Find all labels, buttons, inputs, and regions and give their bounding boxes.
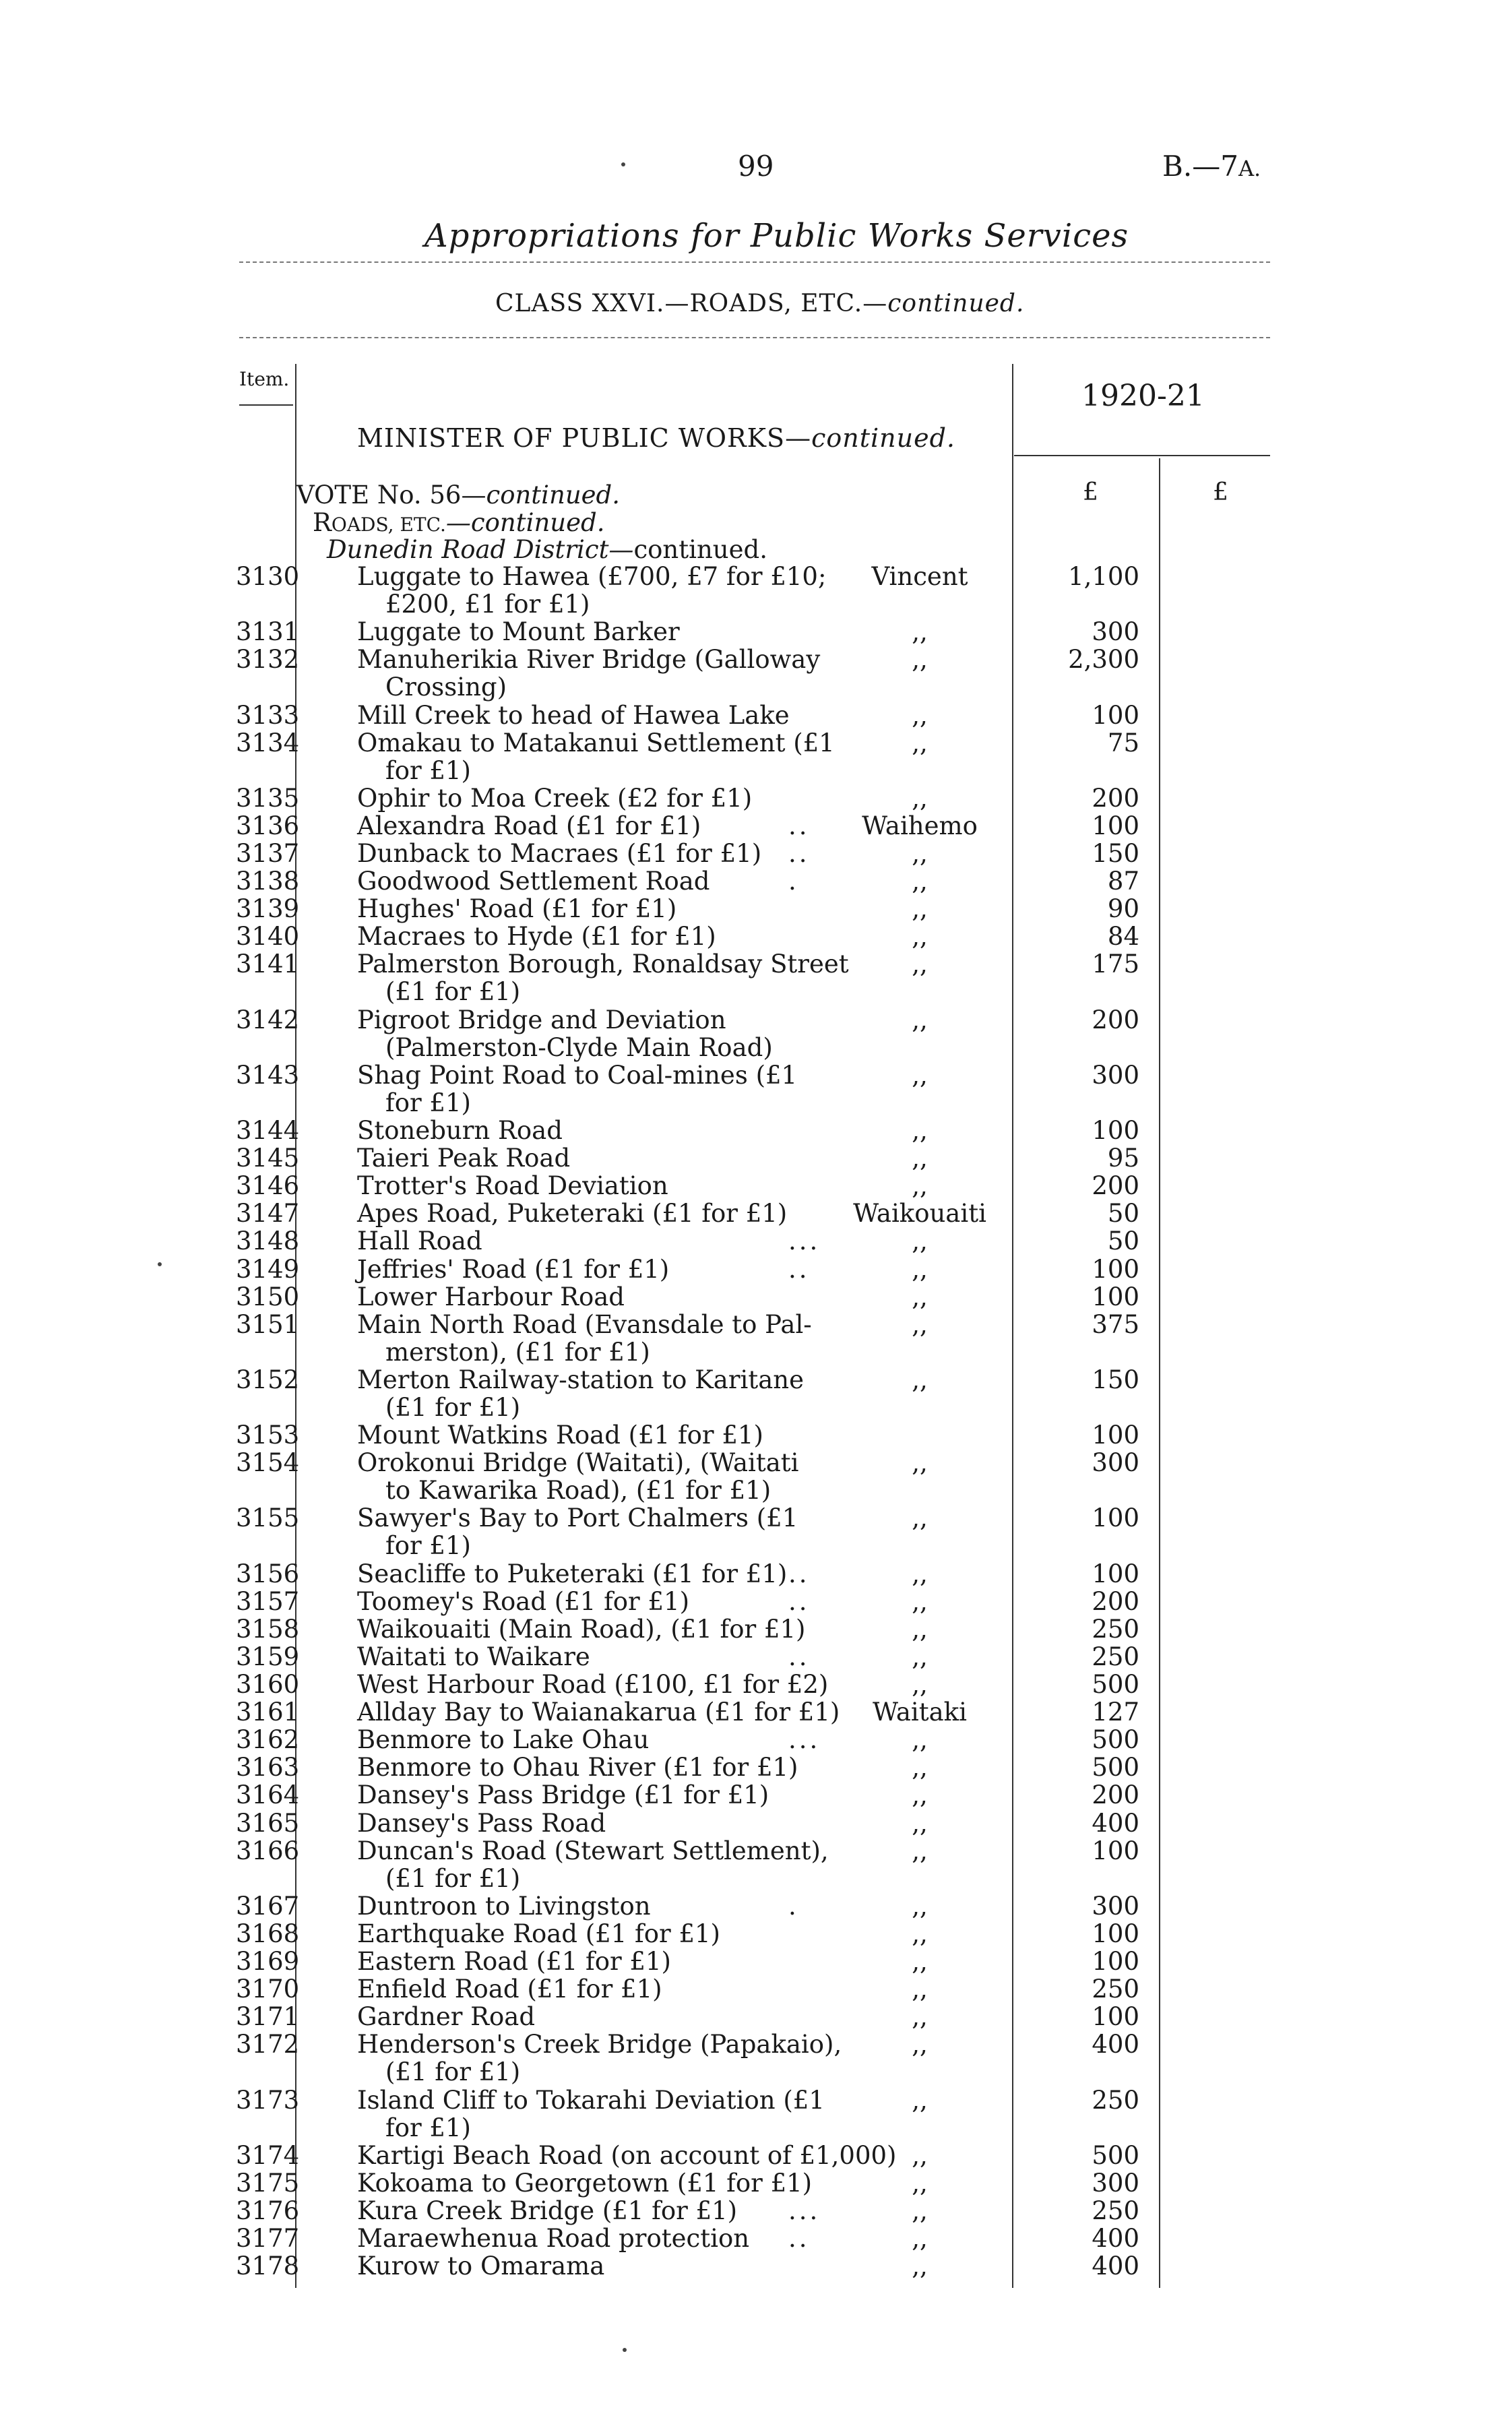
- electorate: ,,: [912, 1947, 928, 1976]
- item-number: 3131: [236, 617, 300, 647]
- amount: 250: [1092, 1614, 1139, 1644]
- electorate: Vincent: [871, 562, 968, 591]
- amount: 175: [1092, 950, 1139, 979]
- item-description: Dansey's Pass Road: [357, 1808, 606, 1838]
- amount: 100: [1092, 1282, 1139, 1311]
- item-description: West Harbour Road (£100, £1 for £2): [357, 1670, 829, 1699]
- electorate: Waitaki: [873, 1698, 967, 1727]
- electorate: ,,: [912, 1365, 928, 1394]
- item-number: 3146: [236, 1171, 300, 1201]
- item-description: Lower Harbour Road: [357, 1282, 625, 1311]
- electorate: ,,: [912, 1005, 928, 1034]
- class-title-text: CLASS XXVI.—ROADS, ETC.—: [495, 290, 888, 317]
- electorate: ,,: [912, 617, 928, 647]
- amount-column-rule: [1159, 458, 1160, 2288]
- item-number: 3152: [236, 1365, 300, 1394]
- amount: 100: [1092, 1503, 1139, 1533]
- district-heading: [327, 535, 767, 564]
- item-description: Gardner Road: [357, 2002, 536, 2032]
- item-description: Kurow to Omarama: [357, 2252, 605, 2281]
- electorate: ,,: [912, 2002, 928, 2032]
- item-description: Duntroon to Livingston: [357, 1891, 651, 1921]
- item-description: Luggate to Mount Barker: [357, 617, 680, 647]
- item-description: Macraes to Hyde (£1 for £1): [357, 922, 716, 952]
- item-number: 3143: [236, 1060, 300, 1090]
- item-number: 3178: [236, 2252, 300, 2281]
- item-number: 3148: [236, 1227, 300, 1256]
- leader-dots: ..: [788, 1642, 810, 1671]
- item-description: Hughes' Road (£1 for £1): [357, 894, 677, 924]
- item-number: 3173: [236, 2085, 300, 2115]
- item-number: 3154: [236, 1448, 300, 1478]
- item-description: Dunback to Macraes (£1 for £1): [357, 839, 762, 868]
- electorate: ,,: [912, 894, 928, 924]
- minister-heading: [357, 423, 955, 453]
- electorate: ,,: [912, 700, 928, 730]
- item-number: 3168: [236, 1919, 300, 1948]
- document-reference: [1162, 150, 1261, 183]
- item-description: Hall Road: [357, 1227, 482, 1256]
- item-description-continued: merston), (£1 for £1): [385, 1337, 650, 1367]
- amount: 250: [1092, 1642, 1139, 1671]
- item-number: 3164: [236, 1780, 300, 1810]
- amount: 100: [1092, 811, 1139, 840]
- electorate: ,,: [912, 2196, 928, 2225]
- electorate: ,,: [912, 2085, 928, 2115]
- electorate: ,,: [912, 783, 928, 813]
- amount: 400: [1092, 2252, 1139, 2281]
- electorate: ,,: [912, 728, 928, 757]
- roads-cap: R: [313, 508, 332, 537]
- item-description-continued: to Kawarika Road), (£1 for £1): [385, 1476, 771, 1506]
- item-description: Goodwood Settlement Road: [357, 867, 710, 896]
- electorate: ,,: [912, 645, 928, 675]
- leader-dots: ...: [788, 1227, 821, 1256]
- item-number: 3134: [236, 728, 300, 757]
- amount: 75: [1107, 728, 1139, 757]
- leader-dots: ..: [788, 839, 810, 868]
- electorate: ,,: [912, 1642, 928, 1671]
- electorate: ,,: [912, 1309, 928, 1339]
- electorate: ,,: [912, 1975, 928, 2004]
- item-description-continued: (£1 for £1): [385, 1863, 521, 1893]
- amount: 100: [1092, 700, 1139, 730]
- item-description: Allday Bay to Waianakarua (£1 for £1): [357, 1698, 840, 1727]
- electorate: ,,: [912, 950, 928, 979]
- amount: 100: [1092, 1836, 1139, 1865]
- item-description-continued: for £1): [385, 2113, 471, 2142]
- item-number: 3159: [236, 1642, 300, 1671]
- item-description: Sawyer's Bay to Port Chalmers (£1: [357, 1503, 798, 1533]
- amount: 127: [1092, 1698, 1139, 1727]
- amount: 150: [1092, 839, 1139, 868]
- electorate: ,,: [912, 1919, 928, 1948]
- item-number: 3140: [236, 922, 300, 952]
- amount: 1,100: [1068, 562, 1139, 591]
- item-description-continued: (£1 for £1): [385, 2057, 521, 2087]
- item-number: 3165: [236, 1808, 300, 1838]
- item-number: 3156: [236, 1559, 300, 1588]
- amount: 2,300: [1068, 645, 1139, 675]
- electorate: ,,: [912, 1282, 928, 1311]
- leader-dots: ..: [788, 811, 810, 840]
- roads-heading: [313, 508, 604, 537]
- item-number: 3163: [236, 1753, 300, 1782]
- amount: 90: [1107, 894, 1139, 924]
- item-description: Seacliffe to Puketeraki (£1 for £1): [357, 1559, 788, 1588]
- amount: 500: [1092, 2140, 1139, 2170]
- amount: 200: [1092, 1005, 1139, 1034]
- item-description: Stoneburn Road: [357, 1116, 563, 1145]
- item-description: Trotter's Road Deviation: [357, 1171, 668, 1201]
- item-number: 3141: [236, 950, 300, 979]
- item-number: 3169: [236, 1947, 300, 1976]
- item-description: Kartigi Beach Road (on account of £1,000): [357, 2140, 897, 2170]
- amount: 100: [1092, 1919, 1139, 1948]
- item-number: 3136: [236, 811, 300, 840]
- amount: 150: [1092, 1365, 1139, 1394]
- item-number: 3130: [236, 562, 300, 591]
- item-number: 3167: [236, 1891, 300, 1921]
- electorate: ,,: [912, 1254, 928, 1284]
- amount: 250: [1092, 1975, 1139, 2004]
- item-description-continued: for £1): [385, 1531, 471, 1561]
- doc-ref-suffix: A.: [1238, 156, 1261, 181]
- item-number: 3157: [236, 1586, 300, 1616]
- electorate: ,,: [912, 1171, 928, 1201]
- item-description: Benmore to Ohau River (£1 for £1): [357, 1753, 798, 1782]
- amount: 100: [1092, 1254, 1139, 1284]
- class-title-continued: continued.: [887, 290, 1025, 317]
- item-number: 3176: [236, 2196, 300, 2225]
- minister-continued: continued.: [811, 423, 955, 453]
- item-description: Jeffries' Road (£1 for £1): [357, 1254, 670, 1284]
- amount: 200: [1092, 1586, 1139, 1616]
- item-description: Earthquake Road (£1 for £1): [357, 1919, 720, 1948]
- electorate: ,,: [912, 1448, 928, 1478]
- item-number: 3171: [236, 2002, 300, 2032]
- roads-continued: —continued.: [445, 508, 605, 537]
- item-description: Benmore to Lake Ohau: [357, 1725, 650, 1755]
- electorate: ,,: [912, 1808, 928, 1838]
- electorate: Waikouaiti: [853, 1199, 986, 1229]
- item-number: 3138: [236, 867, 300, 896]
- item-description: Taieri Peak Road: [357, 1144, 571, 1173]
- electorate: ,,: [912, 1116, 928, 1145]
- electorate: ,,: [912, 1836, 928, 1865]
- amount: 400: [1092, 2030, 1139, 2059]
- item-number: 3137: [236, 839, 300, 868]
- item-description: Island Cliff to Tokarahi Deviation (£1: [357, 2085, 825, 2115]
- item-description: Orokonui Bridge (Waitati), (Waitati: [357, 1448, 799, 1478]
- amount: 100: [1092, 1947, 1139, 1976]
- item-number: 3135: [236, 783, 300, 813]
- electorate: ,,: [912, 1725, 928, 1755]
- roads-smallcaps: OADS, ETC.: [331, 514, 446, 536]
- electorate: ,,: [912, 1753, 928, 1782]
- item-description: Henderson's Creek Bridge (Papakaio),: [357, 2030, 842, 2059]
- item-number: 3142: [236, 1005, 300, 1034]
- amount: 300: [1092, 1060, 1139, 1090]
- item-number: 3172: [236, 2030, 300, 2059]
- item-number: 3150: [236, 1282, 300, 1311]
- leader-dots: ...: [788, 2196, 821, 2225]
- item-number: 3158: [236, 1614, 300, 1644]
- item-description: Eastern Road (£1 for £1): [357, 1947, 671, 1976]
- electorate: ,,: [912, 1503, 928, 1533]
- electorate: ,,: [912, 867, 928, 896]
- amount: 100: [1092, 1116, 1139, 1145]
- amount: 500: [1092, 1725, 1139, 1755]
- electorate: ,,: [912, 922, 928, 952]
- year-header-rule: [1014, 455, 1270, 456]
- leader-dots: ..: [788, 1586, 810, 1616]
- leader-dots: .: [788, 867, 799, 896]
- item-description: Manuherikia River Bridge (Galloway: [357, 645, 821, 675]
- electorate: ,,: [912, 1670, 928, 1699]
- class-divider: [239, 337, 1270, 338]
- item-description: Waikouaiti (Main Road), (£1 for £1): [357, 1614, 806, 1644]
- item-description: Duncan's Road (Stewart Settlement),: [357, 1836, 829, 1865]
- item-description-continued: (£1 for £1): [385, 1392, 521, 1422]
- item-number: 3144: [236, 1116, 300, 1145]
- year-column-header: 1920-21: [1081, 379, 1205, 413]
- minister-text: MINISTER OF PUBLIC WORKS—: [357, 423, 812, 453]
- amount: 300: [1092, 1448, 1139, 1478]
- amount: 300: [1092, 1891, 1139, 1921]
- amount: 500: [1092, 1670, 1139, 1699]
- item-description: Mill Creek to head of Hawea Lake: [357, 700, 790, 730]
- leader-dots: ..: [788, 1254, 810, 1284]
- amount: 200: [1092, 1780, 1139, 1810]
- amount: 100: [1092, 2002, 1139, 2032]
- item-number: 3149: [236, 1254, 300, 1284]
- stray-mark: [623, 2348, 627, 2352]
- item-description: Main North Road (Evansdale to Pal-: [357, 1309, 812, 1339]
- electorate: ,,: [912, 839, 928, 868]
- amount: 84: [1107, 922, 1139, 952]
- amount: 87: [1107, 867, 1139, 896]
- currency-symbol-2: £: [1213, 478, 1228, 506]
- item-description: Omakau to Matakanui Settlement (£1: [357, 728, 835, 757]
- page-number: 99: [738, 150, 774, 183]
- item-number: 3161: [236, 1698, 300, 1727]
- item-description-continued: Crossing): [385, 673, 507, 702]
- vote-continued: continued.: [486, 480, 621, 509]
- item-number: 3147: [236, 1199, 300, 1229]
- currency-symbol-1: £: [1083, 478, 1098, 506]
- electorate: ,,: [912, 1227, 928, 1256]
- amount: 100: [1092, 1559, 1139, 1588]
- item-number: 3170: [236, 1975, 300, 2004]
- item-description: Shag Point Road to Coal-mines (£1: [357, 1060, 798, 1090]
- amount: 300: [1092, 2168, 1139, 2198]
- item-number: 3145: [236, 1144, 300, 1173]
- item-description: Dansey's Pass Bridge (£1 for £1): [357, 1780, 769, 1810]
- title-divider: [239, 261, 1270, 263]
- vote-text: VOTE No. 56—: [296, 480, 486, 509]
- item-description-continued: (£1 for £1): [385, 977, 521, 1007]
- item-description: Merton Railway-station to Karitane: [357, 1365, 805, 1394]
- district-name: Dunedin Road District—: [327, 535, 634, 564]
- item-number: 3162: [236, 1725, 300, 1755]
- electorate: ,,: [912, 1614, 928, 1644]
- item-description: Waitati to Waikare: [357, 1642, 590, 1671]
- amount: 50: [1107, 1227, 1139, 1256]
- electorate: ,,: [912, 2252, 928, 2281]
- item-number: 3155: [236, 1503, 300, 1533]
- item-number: 3139: [236, 894, 300, 924]
- leader-dots: ..: [788, 2224, 810, 2253]
- item-description-continued: for £1): [385, 755, 471, 785]
- item-number: 3153: [236, 1421, 300, 1450]
- item-description: Kura Creek Bridge (£1 for £1): [357, 2196, 738, 2225]
- amount: 200: [1092, 1171, 1139, 1201]
- electorate: ,,: [912, 2140, 928, 2170]
- item-number: 3151: [236, 1309, 300, 1339]
- amount: 400: [1092, 2224, 1139, 2253]
- amount: 375: [1092, 1309, 1139, 1339]
- item-number: 3174: [236, 2140, 300, 2170]
- item-number: 3160: [236, 1670, 300, 1699]
- item-description: Mount Watkins Road (£1 for £1): [357, 1421, 763, 1450]
- electorate: ,,: [912, 2030, 928, 2059]
- amount: 300: [1092, 617, 1139, 647]
- electorate: ,,: [912, 1586, 928, 1616]
- item-description: Pigroot Bridge and Deviation: [357, 1005, 726, 1034]
- amount: 95: [1107, 1144, 1139, 1173]
- amount: 400: [1092, 1808, 1139, 1838]
- item-description-continued: for £1): [385, 1088, 471, 1117]
- electorate: ,,: [912, 1780, 928, 1810]
- item-header-rule: [239, 404, 293, 406]
- stray-mark: [621, 162, 625, 166]
- item-description: Toomey's Road (£1 for £1): [357, 1586, 690, 1616]
- amount: 100: [1092, 1421, 1139, 1450]
- item-description: Maraewhenua Road protection: [357, 2224, 750, 2253]
- leader-dots: ...: [788, 1725, 821, 1755]
- amount: 50: [1107, 1199, 1139, 1229]
- amount: 200: [1092, 783, 1139, 813]
- leader-dots: ..: [788, 1559, 810, 1588]
- item-description: Luggate to Hawea (£700, £7 for £10;: [357, 562, 827, 591]
- class-title: [495, 290, 1024, 317]
- page-title: Appropriations for Public Works Services: [424, 217, 1129, 255]
- electorate: ,,: [912, 1891, 928, 1921]
- electorate: ,,: [912, 2168, 928, 2198]
- item-number: 3175: [236, 2168, 300, 2198]
- doc-ref-main: B.—7: [1162, 150, 1238, 183]
- electorate: ,,: [912, 1144, 928, 1173]
- item-number: 3177: [236, 2224, 300, 2253]
- amount: 500: [1092, 1753, 1139, 1782]
- district-continued: continued.: [633, 535, 767, 564]
- item-number: 3166: [236, 1836, 300, 1865]
- stray-mark: [158, 1262, 162, 1266]
- vote-heading: [296, 480, 620, 509]
- item-description-continued: (Palmerston-Clyde Main Road): [385, 1032, 773, 1062]
- item-description: Alexandra Road (£1 for £1): [357, 811, 701, 840]
- item-description: Kokoama to Georgetown (£1 for £1): [357, 2168, 813, 2198]
- electorate-column-rule: [1012, 364, 1013, 2288]
- item-description: Ophir to Moa Creek (£2 for £1): [357, 783, 753, 813]
- item-column-header: Item.: [239, 368, 290, 390]
- item-description: Palmerston Borough, Ronaldsay Street: [357, 950, 849, 979]
- item-description: Apes Road, Puketeraki (£1 for £1): [357, 1199, 788, 1229]
- amount: 250: [1092, 2085, 1139, 2115]
- electorate: Waihemo: [862, 811, 978, 840]
- electorate: ,,: [912, 1559, 928, 1588]
- electorate: ,,: [912, 2224, 928, 2253]
- item-number: 3133: [236, 700, 300, 730]
- electorate: ,,: [912, 1060, 928, 1090]
- item-description-continued: £200, £1 for £1): [385, 590, 590, 619]
- amount: 250: [1092, 2196, 1139, 2225]
- item-description: Enfield Road (£1 for £1): [357, 1975, 662, 2004]
- item-number: 3132: [236, 645, 300, 675]
- leader-dots: .: [788, 1891, 799, 1921]
